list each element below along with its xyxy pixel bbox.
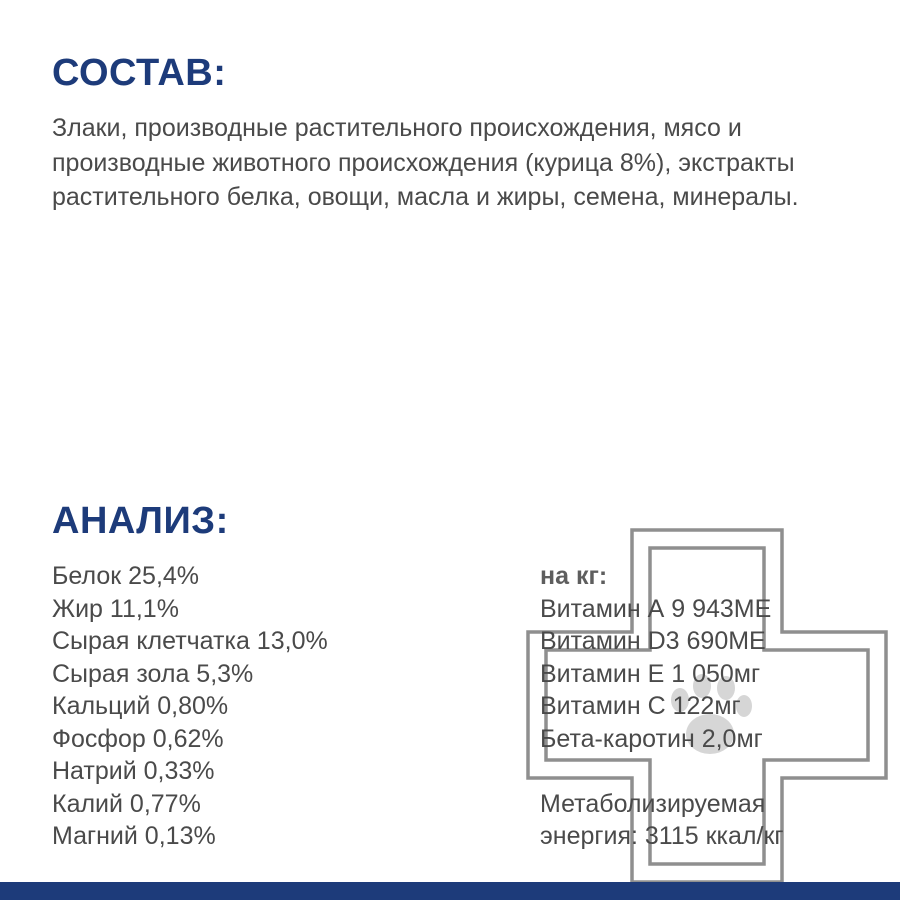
- analysis-item-protein: Белок 25,4%: [52, 562, 200, 590]
- composition-heading: СОСТАВ:: [52, 52, 227, 94]
- per-kg-label: на кг:: [540, 562, 608, 590]
- analysis-item-ash: Сырая зола 5,3%: [52, 659, 254, 688]
- analysis-item-sodium: Натрий 0,33%: [52, 757, 215, 785]
- energy-line-2: энергия: 3115 ккал/кг: [540, 822, 784, 850]
- analysis-item-potassium: Калий 0,77%: [52, 789, 201, 818]
- analysis-item-fiber: Сырая клетчатка 13,0%: [52, 627, 328, 655]
- analysis-item-calcium: Кальций 0,80%: [52, 692, 229, 720]
- per-kg-item-beta-carotene: Бета-каротин 2,0мг: [540, 724, 763, 753]
- analysis-list: [52, 560, 328, 853]
- per-kg-item-vitamin-a: Витамин А 9 943МЕ: [540, 594, 772, 623]
- footer-bar: [0, 882, 900, 900]
- analysis-item-magnesium: Магний 0,13%: [52, 822, 216, 850]
- analysis-heading: АНАЛИЗ:: [52, 500, 229, 542]
- per-kg-list: [540, 560, 784, 853]
- per-kg-item-vitamin-d3: Витамин D3 690МЕ: [540, 627, 766, 655]
- analysis-item-fat: Жир 11,1%: [52, 594, 179, 623]
- list-spacer: [540, 755, 784, 788]
- energy-line-1: Метаболизируемая: [540, 789, 766, 818]
- per-kg-item-vitamin-e: Витамин Е 1 050мг: [540, 659, 761, 688]
- analysis-item-phosphorus: Фосфор 0,62%: [52, 724, 224, 753]
- composition-text: Злаки, производные растительного происхождения, мясо и производные животного происхождения (курица 8%), экстракты растительного белка, овощи, масла и жиры, семена, минералы.: [52, 114, 799, 211]
- per-kg-item-vitamin-c: Витамин С 122мг: [540, 692, 741, 720]
